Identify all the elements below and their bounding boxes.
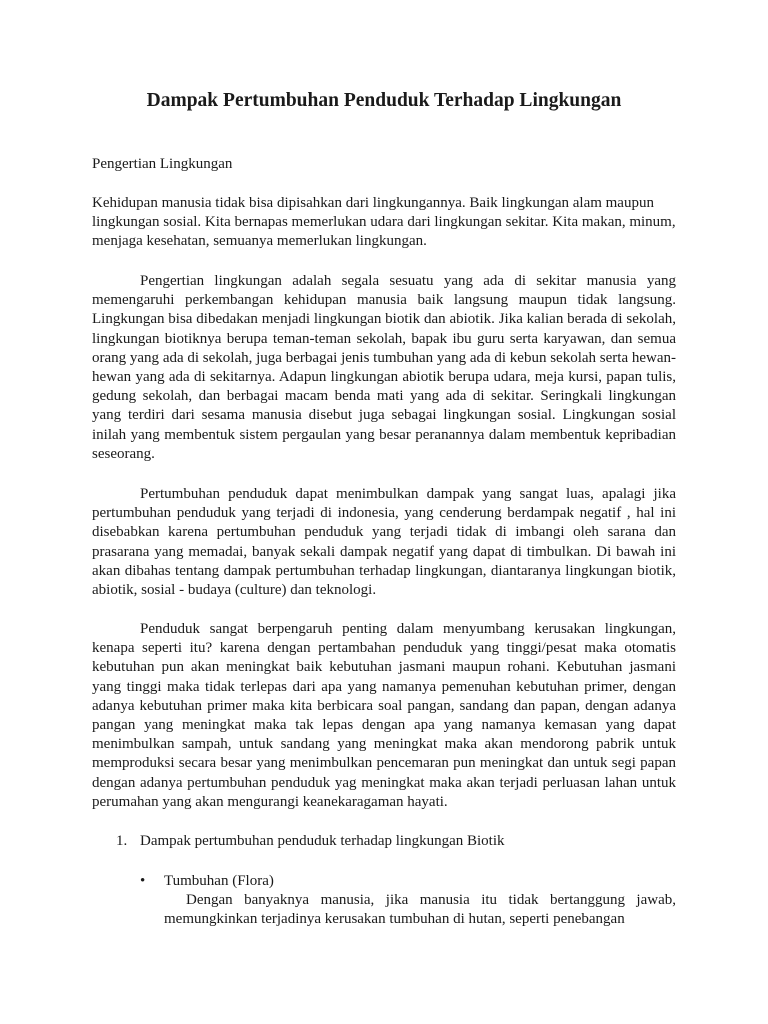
paragraph-4: Penduduk sangat berpengaruh penting dalam menyumbang kerusakan lingkungan, kenapa seperti itu? karena dengan pertambahan penduduk yang tinggi/pesat maka otomatis kebutuhan pun akan meningkat baik kebutuhan jasmani maupun rohani. Kebutuhan jasmani yang tinggi maka tidak terlepas dari apa yang namanya pemenuhan kebutuhan primer, dengan adanya kebutuhan primer maka kita berbicara soal pangan, sandang dan papan, dengan adanya pangan yang meningkat maka tak lepas dengan apa yang namanya kemasan yang dapat menimbulkan sampah, untuk sandang yang meningkat maka akan mendorong pabrik untuk memproduksi secara besar yang menimbulkan pencemaran pun meningkat dan untuk segi papan dengan adanya pertumbuhan penduduk yag meningkat maka akan terjadi perluasan lahan untuk perumahan yang akan mengurangi keanekaragaman hayati. — [92, 621, 676, 810]
section-heading: Pengertian Lingkungan — [92, 156, 233, 172]
paragraph-1: Kehidupan manusia tidak bisa dipisahkan dari lingkungannya. Baik lingkungan alam maupun lingkungan sosial. Kita bernapas memerlukan udara dari lingkungan sekitar. Kita makan, minum, menjaga kesehatan, semuanya memerlukan lingkungan. — [92, 195, 676, 250]
numbered-list-item — [116, 832, 505, 851]
bullet-icon: • — [140, 873, 146, 889]
list-item-text: Dampak pertumbuhan penduduk terhadap lingkungan Biotik — [140, 833, 505, 849]
bullet-label: Tumbuhan (Flora) — [164, 873, 274, 889]
paragraph-3: Pertumbuhan penduduk dapat menimbulkan dampak yang sangat luas, apalagi jika pertumbuhan penduduk yang terjadi di indonesia, yang cenderung berdampak negatif , hal ini disebabkan karena pertumbuhan penduduk yang terjadi tidak di imbangi oleh sarana dan prasarana yang memadai, banyak sekali dampak negatif yang dapat di timbulkan. Di bawah ini akan dibahas tentang dampak pertumbuhan terhadap lingkungan, diantaranya lingkungan biotik, abiotik, sosial - budaya (culture) dan teknologi. — [92, 486, 676, 599]
list-number: 1. — [116, 833, 128, 849]
document-title: Dampak Pertumbuhan Penduduk Terhadap Lingkungan — [146, 90, 622, 111]
bullet-paragraph: Dengan banyaknya manusia, jika manusia itu tidak bertanggung jawab, memungkinkan terjadinya kerusakan tumbuhan di hutan, seperti penebangan — [164, 892, 676, 928]
bullet-list-item — [140, 872, 274, 891]
paragraph-2: Pengertian lingkungan adalah segala sesuatu yang ada di sekitar manusia yang memengaruhi perkembangan kehidupan manusia baik langsung maupun tidak langsung. Lingkungan bisa dibedakan menjadi lingkungan biotik dan abiotik. Jika kalian berada di sekolah, lingkungan biotiknya berupa teman-teman sekolah, bapak ibu guru serta karyawan, dan semua orang yang ada di sekolah, juga berbagai jenis tumbuhan yang ada di kebun sekolah serta hewan-hewan yang ada di sekitarnya. Adapun lingkungan abiotik berupa udara, meja kursi, papan tulis, gedung sekolah, dan berbagai macam benda mati yang ada di sekitar. Seringkali lingkungan yang terdiri dari sesama manusia disebut juga sebagai lingkungan sosial. Lingkungan sosial inilah yang membentuk sistem pergaulan yang besar peranannya dalam membentuk kepribadian seseorang. — [92, 273, 676, 462]
